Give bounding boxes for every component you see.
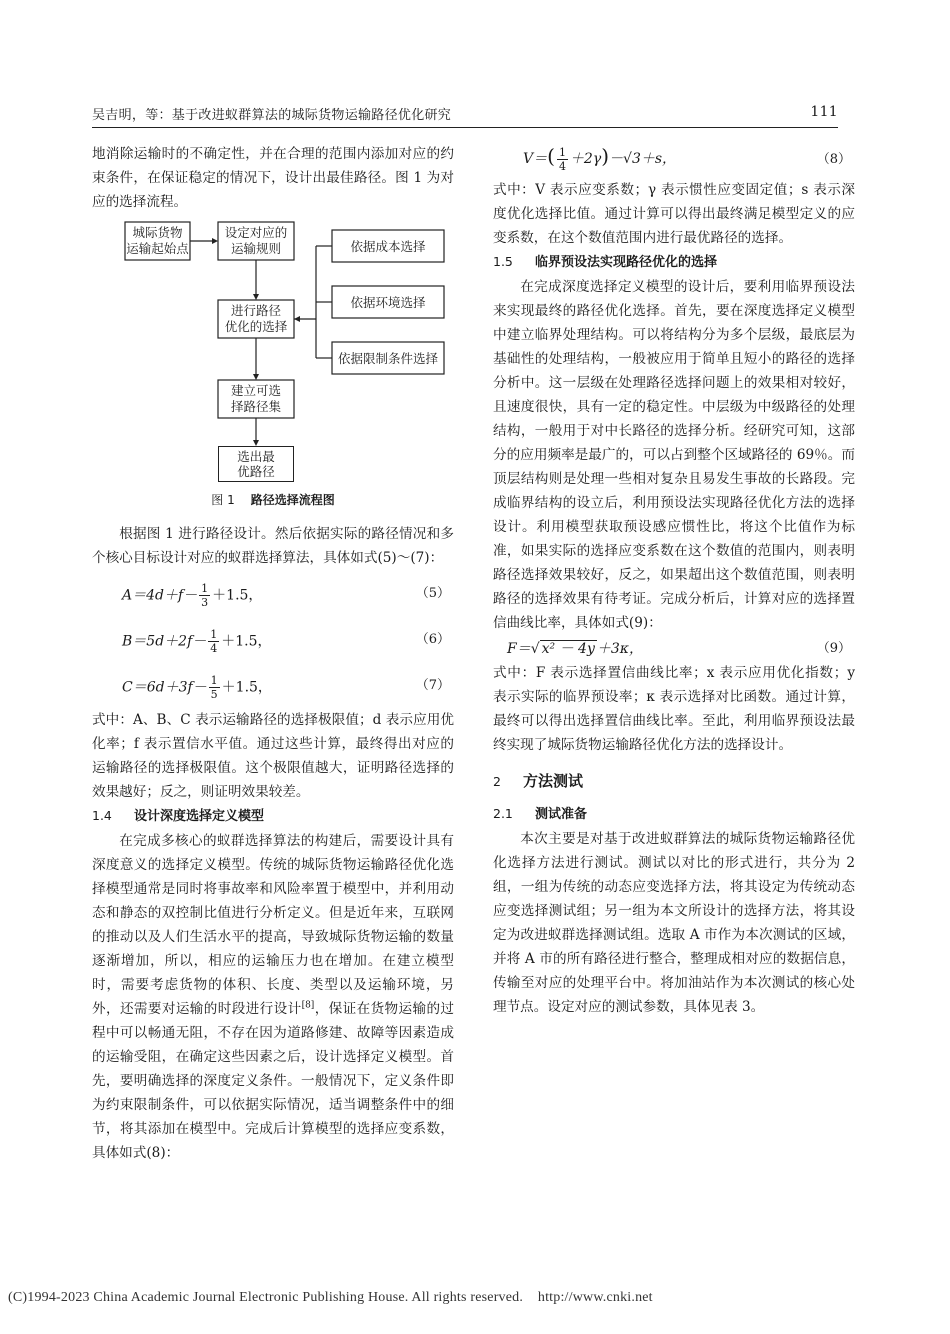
- eq9-radicand: x² － 4y: [541, 641, 595, 657]
- eq5-lhs: A＝4d＋f－: [122, 587, 198, 604]
- equation-5: [92, 570, 454, 616]
- node-optimize-line2: 优化的选择: [224, 319, 288, 334]
- eq9-lhs: F＝: [507, 641, 531, 657]
- section-2-1-number: 2.1: [493, 806, 513, 821]
- eq8-num: 1: [558, 145, 566, 159]
- section-2-1-title: 测试准备: [535, 807, 588, 822]
- eq7-number: （7）: [415, 678, 450, 693]
- eq7-rhs: ＋1.5，: [221, 679, 272, 696]
- flowchart: [92, 220, 454, 452]
- eq8-lhs: V＝: [523, 151, 548, 167]
- section-1-4-title: 设计深度选择定义模型: [134, 809, 265, 824]
- node-limit-label: 依据限制条件选择: [337, 351, 439, 366]
- section-2-title: 方法测试: [523, 772, 584, 790]
- node-build-line1: 建立可选: [230, 383, 282, 398]
- para-critical: 在完成深度选择定义模型的设计后，要利用临界预设法来实现最终的路径优化选择。首先，要在深度选择定义模型中建立临界处理结构。可以将结构分为多个层级，最底层为基础性的处理结构，一般被应用于简单且短小的路径的选择分析中。这一层级在处理路径选择问题上的效果相对较好，且速度很快，具有一定的稳定性。中层级为中级路径的处理结构，一般用于对中长路径的选择分析。经研究可知，这部分的应用频率是最广的，可以占到整个区域路径的 69％。而顶层结构则是处理一些相对复杂且易发生事故的长路段。完成临界结构的设立后，利用预设法实现路径优化方法的选择设计。利用模型获取预设感应惯性比，将这个比值作为标准，如果实际的选择应变系数在这个数值的范围内，则表明路径选择效果较好，反之，如果超出这个数值范围，则表明路径的选择效果有待考证。完成分析后，计算对应的选择置信曲线比率，具体如式(9)：: [493, 279, 855, 631]
- eq9-rhs: ＋3κ，: [596, 641, 643, 657]
- node-rules-line2: 运输规则: [230, 241, 282, 256]
- node-env-label: 依据环境选择: [350, 295, 426, 310]
- copyright-footer: [8, 1290, 653, 1306]
- eq5-den: 3: [201, 596, 209, 609]
- node-select-line1: 选出最: [237, 449, 275, 464]
- para-where-abc: 式中：A、B、C 表示运输路径的选择极限值；d 表示应用优化率；f 表示置信水平值。通过这些计算，最终得出对应的运输路径的选择极限值。这个极限值越大，证明路径选择的效果越好；反之，则证明效果较差。: [92, 712, 454, 800]
- eq7-num: 1: [210, 674, 218, 687]
- node-cost-label: 依据成本选择: [350, 239, 426, 254]
- equation-8: V＝( $\frac{1}{4}$ ＋2γ)－√3＋s， （8）: [523, 144, 851, 173]
- header-rule: [92, 127, 838, 128]
- right-column: [493, 142, 855, 1019]
- para-where-v: 式中：V 表示应变系数；γ 表示惯性应变固定值；s 表示深度优化选择比值。通过计算可以得出最终满足模型定义的应变系数，在这个数值范围内进行最优路径的选择。: [493, 182, 855, 246]
- left-column: [92, 142, 454, 1165]
- eq8-rhs: －√3＋s，: [609, 151, 677, 167]
- eq8-mid: ＋2γ: [569, 151, 602, 167]
- eq5-rhs: ＋1.5，: [212, 587, 263, 604]
- eq6-rhs: ＋1.5，: [221, 633, 272, 650]
- section-2-number: 2: [493, 774, 501, 789]
- para-design: 根据图 1 进行路径设计。然后依据实际的路径情况和多个核心目标设计对应的蚁群选择算法，具体如式(5)～(7)：: [92, 526, 454, 566]
- eq6-den: 4: [210, 642, 218, 655]
- eq7-lhs: C＝6d＋3f－: [122, 679, 207, 696]
- eq6-number: （6）: [415, 632, 450, 647]
- figure-caption-title: 路径选择流程图: [250, 493, 335, 507]
- eq6-lhs: B＝5d＋2f－: [122, 633, 207, 650]
- node-rules-line1: 设定对应的: [224, 225, 288, 240]
- eq6-num: 1: [210, 628, 218, 641]
- figure-1: [92, 220, 454, 488]
- page-number: 111: [810, 104, 838, 120]
- equation-6: [92, 616, 454, 662]
- section-2-heading: [493, 769, 855, 794]
- section-2-1-heading: [493, 802, 855, 827]
- cnki-url[interactable]: http://www.cnki.net: [537, 1290, 653, 1305]
- copyright-text: (C)1994-2023 China Academic Journal Electronic Publishing House. All rights reserved.: [8, 1290, 524, 1305]
- eq8-number: （8）: [816, 152, 851, 167]
- equation-7: [92, 662, 454, 708]
- section-1-4-heading: [92, 804, 454, 829]
- eq5-num: 1: [201, 582, 209, 595]
- section-1-5-title: 临界预设法实现路径优化的选择: [535, 255, 718, 270]
- node-select-line2: 优路径: [237, 464, 275, 479]
- running-header: [92, 104, 838, 123]
- citation-8: [8]: [301, 1000, 315, 1011]
- para-model: [92, 829, 454, 1165]
- eq7-den: 5: [210, 688, 218, 701]
- figure-caption-label: 图 1: [211, 493, 235, 507]
- intro-paragraph: 地消除运输时的不确定性，并在合理的范围内添加对应的约束条件，在保证稳定的情况下，设计出最佳路径。图 1 为对应的选择流程。: [92, 146, 454, 210]
- eq5-number: （5）: [415, 586, 450, 601]
- section-1-5-heading: [493, 250, 855, 275]
- para-model-part2: ，保证在货物运输的过程中可以畅通无阻，不存在因为道路修建、故障等因素造成的运输受阻，在确定这些因素之后，设计选择定义模型。首先，要明确选择的深度定义条件。一般情况下，定义条件即为约束限制条件，可以依据实际情况，适当调整条件中的细节，将其添加在模型中。完成后计算模型的选择应变系数，具体如式(8)：: [92, 1001, 455, 1161]
- figure-caption: [92, 488, 454, 510]
- section-1-5-number: 1.5: [493, 254, 513, 269]
- node-select-box: [218, 446, 294, 482]
- node-start-line2: 运输起始点: [126, 241, 189, 256]
- equation-9: F＝√ x² － 4y ＋3κ， （9）: [493, 635, 855, 661]
- para-where-f: 式中：F 表示选择置信曲线比率；x 表示应用优化指数；y 表示实际的临界预设率；κ 表示选择对比函数。通过计算，最终可以得出选择置信曲线比率。至此，利用临界预设法最终实现了城际货物运输路径优化方法的选择设计。: [493, 665, 855, 753]
- eq8-den: 4: [558, 159, 566, 173]
- node-build-line2: 择路径集: [230, 399, 282, 414]
- para-test-prep: 本次主要是对基于改进蚁群算法的城际货物运输路径优化选择方法进行测试。测试以对比的形式进行，共分为 2 组，一组为传统的动态应变选择方法，将其设定为传统动态应变选择测试组；另一组为本文所设计的选择方法，将其设定为改进蚁群选择测试组。选取 A 市作为本次测试的区域，并将 A 市的所有路径进行整合，整理成相对应的数据信息，传输至对应的处理平台中。将加油站作为本次测试的核心处理节点。设定对应的测试参数，具体见表 3。: [493, 831, 855, 1015]
- node-start-line1: 城际货物: [132, 225, 183, 240]
- eq9-number: （9）: [816, 641, 851, 656]
- running-title: 吴吉明，等：基于改进蚁群算法的城际货物运输路径优化研究: [92, 108, 452, 123]
- node-optimize-line1: 进行路径: [230, 303, 282, 318]
- para-model-part1: 在完成多核心的蚁群选择算法的构建后，需要设计具有深度意义的选择定义模型。传统的城际货物运输路径优化选择模型通常是同时将事故率和风险率置于模型中，并利用动态和静态的双控制比值进行分析定义。但是近年来，互联网的推动以及人们生活水平的提高，导致城际货物运输的数量逐渐增加，所以，相应的运输压力也在增加。在建立模型时，需要考虑货物的体积、长度、类型以及运输环境，另外，还需要对运输的时段进行设计: [92, 833, 454, 1017]
- section-1-4-number: 1.4: [92, 808, 112, 823]
